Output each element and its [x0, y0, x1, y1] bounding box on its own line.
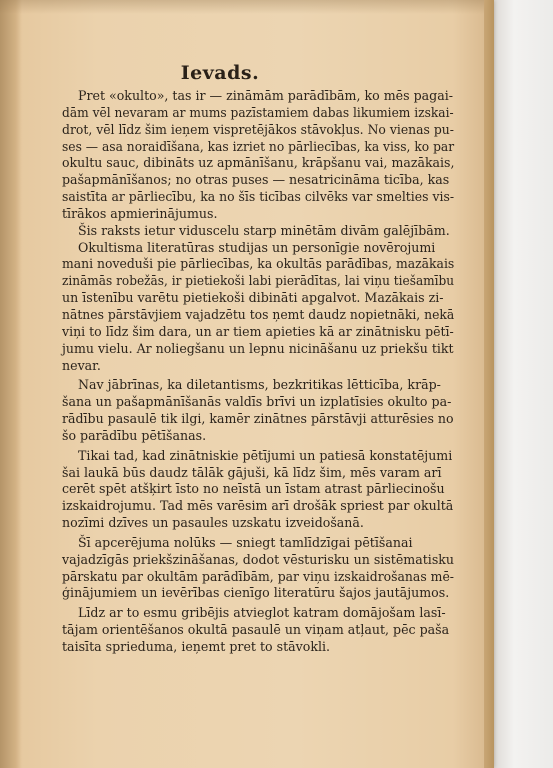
paragraph: [62, 605, 454, 656]
text-line: nevar.: [62, 357, 101, 373]
text-line: ģinājumiem un ievērības cienīgo literatūru šajos jautājumos.: [62, 585, 450, 601]
text-line: zināmās robežās, ir pietiekoši labi pierādītas, lai viņu tiešamību: [62, 273, 455, 289]
text-line: pašapmānīšanos; no otras puses — nesatricināma ticība, kas: [62, 172, 450, 188]
text-line: saistīta ar pārliecību, ka no šīs ticības cilvēks var smelties vis-: [62, 189, 455, 205]
text-line: Okultisma literatūras studijas un personīgie novērojumi: [62, 239, 436, 255]
text-line: Pret «okulto», tas ir — zināmām parādībām, ko mēs pagai-: [62, 88, 454, 103]
page-edge: [484, 0, 494, 768]
text-line: dām vēl nevaram ar mums pazīstamiem dabas likumiem izskai-: [62, 104, 454, 120]
text-line: jumu vielu. Ar noliegšanu un lepnu nicināšanu uz priekšu tikt: [62, 340, 454, 356]
text-line: Šī apcerējuma nolūks — sniegt tamlīdzīgai pētīšanai: [62, 534, 413, 550]
text-line: okultu sauc, dibināts uz apmānīšanu, krāpšanu vai, mazākais,: [62, 155, 455, 171]
background-surface: [488, 0, 553, 768]
text-line: tīrākos apmierinājumus.: [62, 205, 218, 221]
page-top-shadow: [0, 0, 492, 14]
text-line: rādību pasaulē tik ilgi, kamēr zinātnes pārstāvji atturēsies no: [62, 411, 454, 427]
text-line: tājam orientēšanos okultā pasaulē un viņam atļaut, pēc paša: [62, 622, 450, 638]
text-line: Nav jābrīnas, ka diletantisms, bezkritikas lētticība, krāp-: [62, 377, 441, 393]
text-line: viņi to līdz šim dara, un ar tiem apieties kā ar zinātnisku pētī-: [62, 323, 454, 339]
text-line: nātnes pārstāvjiem vajadzētu tos ņemt daudz nopietnāki, nekā: [62, 306, 455, 322]
paragraph: [62, 240, 454, 375]
paragraph: [62, 535, 454, 602]
text-line: vajadzīgās priekšzināšanas, dodot vēsturisku un sistēmatisku: [62, 551, 455, 567]
paragraph: [62, 223, 454, 240]
text-line: šana un pašapmānīšanās valdīs brīvi un izplatīsies okulto pa-: [62, 394, 452, 410]
text-line: mani noveduši pie pārliecības, ka okultās parādības, mazākais: [62, 256, 455, 272]
paragraph: [62, 88, 454, 223]
body-text: [62, 88, 454, 656]
text-line: izskaidrojumu. Tad mēs varēsim arī drošāk spriest par okultā: [62, 498, 454, 514]
text-line: šo parādību pētīšanas.: [62, 427, 207, 443]
text-line: ses — asa noraidīšana, kas izriet no pārliecības, ka viss, ko par: [62, 138, 455, 154]
text-line: Tikai tad, kad zinātniskie pētījumi un patiesā konstatējumi: [62, 447, 453, 463]
text-line: un īstenību varētu pietiekoši dibināti apgalvot. Mazākais zi-: [62, 290, 444, 306]
text-line: taisīta sprieduma, ieņemt pret to stāvokli.: [62, 639, 331, 654]
paragraph: [62, 448, 454, 532]
paragraph: [62, 377, 454, 444]
page-spine-shadow: [0, 0, 22, 768]
text-line: nozīmi dzīves un pasaules uzskatu izveidošanā.: [62, 515, 364, 531]
text-line: drot, vēl līdz šim ieņem vispretējākos stāvokļus. No vienas pu-: [62, 121, 454, 137]
chapter-title: Ievads.: [180, 62, 260, 84]
text-line: cerēt spēt atšķirt īsto no neīstā un īstam atrast pārliecinošu: [62, 481, 445, 497]
text-line: šai laukā būs daudz tālāk gājuši, kā līdz šim, mēs varam arī: [62, 464, 442, 480]
text-line: pārskatu par okultām parādībām, par viņu izskaidrošanas mē-: [62, 568, 455, 584]
text-line: Šis raksts ietur viduscelu starp minētām divām galējībām.: [62, 222, 450, 238]
text-line: Līdz ar to esmu gribējis atvieglot katram domājošam lasī-: [62, 605, 446, 621]
